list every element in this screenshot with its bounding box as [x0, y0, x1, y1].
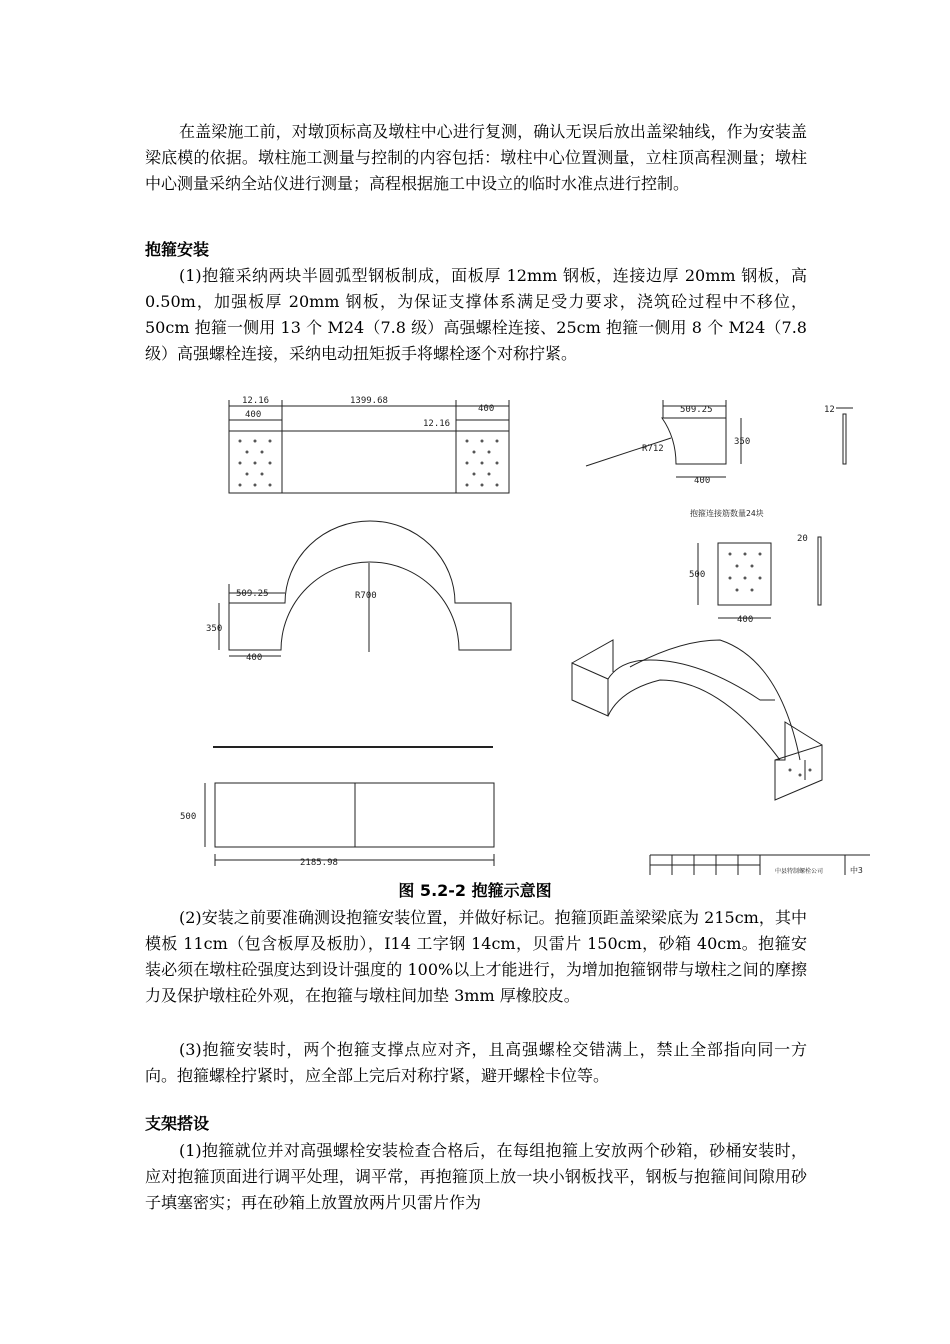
dim-d16: 400 — [737, 615, 754, 625]
dim-d4: 12.16 — [423, 419, 451, 429]
dim-d14: 400 — [246, 653, 263, 663]
paragraph-support-1: (1)抱箍就位并对高强螺栓安装检查合格后，在每组抱箍上安放两个砂箱，砂桶安装时，应对抱箍顶面进行调平处理，调平常，再抱箍顶上放一块小钢板找平，钢板与抱箍间间隙用砂子填塞密实；再在砂箱上放置放两片贝雷片作为 — [145, 1141, 807, 1212]
dim-d9: 400 — [694, 476, 711, 486]
paragraph-intro: 在盖梁施工前，对墩顶标高及墩柱中心进行复测，确认无误后放出盖梁轴线，作为安装盖梁底模的依据。墩柱施工测量与控制的内容包括：墩柱中心位置测量，立柱顶高程测量；墩柱中心测量采纳全站仪进行测量；高程根据施工中设立的临时水准点进行控制。 — [145, 122, 807, 193]
dim-d2: 400 — [245, 410, 262, 420]
titleblock-text-2: 中3 — [850, 866, 863, 875]
heading-support-erection: 支架搭设 — [145, 1114, 210, 1133]
paragraph-hoop-2: (2)安装之前要准确测设抱箍安装位置，并做好标记。抱箍顶距盖梁梁底为 215cm，其中模板 11cm（包含板厚及板肋），I14 工字钢 14cm，贝雷片 150cm，砂箱 40cm。抱箍安装必须在墩柱砼强度达到设计强度的 100%以上才能进行，为增加抱箍钢带与墩柱之间的摩擦力及保护墩柱砼外观，在抱箍与墩柱间加垫 3mm 厚橡胶皮。 — [145, 908, 807, 1005]
figure-caption: 图 5.2-2 抱箍示意图 — [398, 881, 552, 900]
dim-d7: R712 — [642, 444, 664, 454]
paragraph-hoop-1: (1)抱箍采纳两块半圆弧型钢板制成，面板厚 12mm 钢板，连接边厚 20mm 钢板，高 0.50m，加强板厚 20mm 钢板，为保证支撑体系满足受力要求，浇筑砼过程中不移位，50cm 抱箍一侧用 13 个 M24（7.8 级）高强螺栓连接、25cm 抱箍一侧用 8 个 M24（7.8 级）高强螺栓连接，采纳电动扭矩扳手将螺栓逐个对称拧紧。 — [145, 266, 807, 363]
titleblock-text-1: 中县特制螺栓公司 — [775, 868, 824, 875]
dim-d17: 20 — [797, 534, 808, 544]
dim-d3: 1399.68 — [350, 396, 388, 406]
dim-d1: 12.16 — [242, 396, 270, 406]
dim-d5: 400 — [478, 404, 495, 414]
dim-d6: 509.25 — [680, 405, 713, 415]
dim-d11: 509.25 — [236, 589, 269, 599]
heading-hoop-installation: 抱箍安装 — [145, 240, 210, 259]
dim-d8: 350 — [734, 437, 751, 447]
dim-d12: R700 — [355, 591, 377, 601]
dim-d13: 350 — [206, 624, 223, 634]
dim-d19: 2185.98 — [300, 858, 338, 868]
paragraph-hoop-3: (3)抱箍安装时，两个抱箍支撑点应对齐，且高强螺栓交错满上，禁止全部指向同一方向。抱箍螺栓拧紧时，应全部上完后对称拧紧，避开螺栓卡位等。 — [145, 1040, 807, 1085]
dim-note: 抱箍连接筋数量24块 — [690, 509, 764, 518]
dim-d10: 12 — [824, 405, 835, 415]
bolt-holes — [239, 440, 812, 777]
dim-d15: 500 — [689, 570, 706, 580]
dim-d18: 500 — [180, 812, 197, 822]
